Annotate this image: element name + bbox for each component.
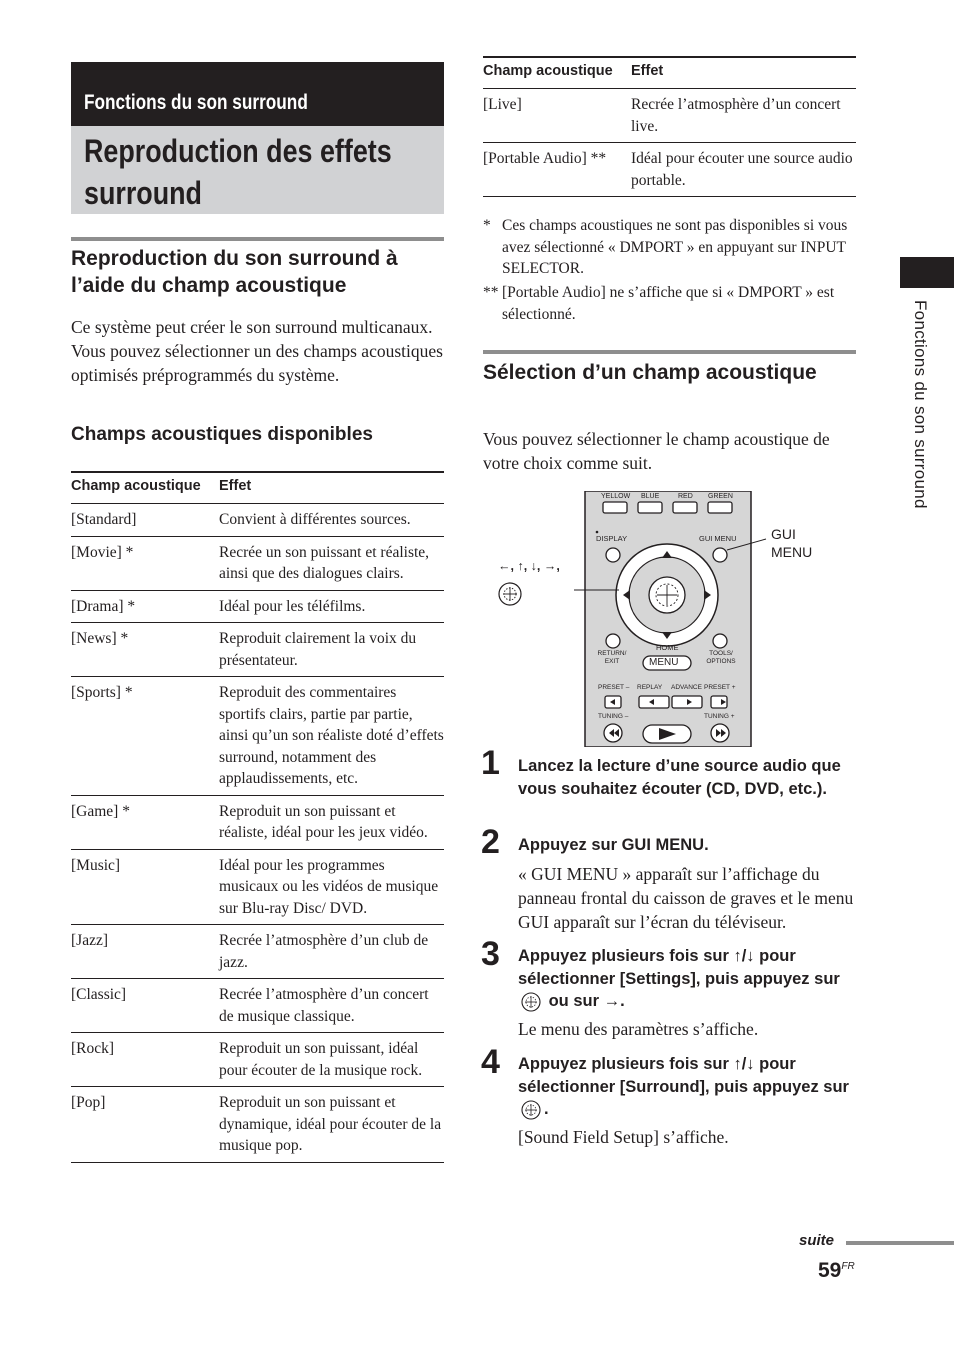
col-header-effect: Effet xyxy=(631,63,664,79)
table-row xyxy=(71,590,444,623)
field-name: [Sports] * xyxy=(71,684,133,701)
table-row xyxy=(483,89,856,143)
step-text-1: Lancez la lecture d’une source audio que vous souhaitez écouter (CD, DVD, etc.). xyxy=(518,757,841,798)
step-text-4-a: Appuyez plusieurs fois sur ↑/↓ pour sélectionner [Surround], puis appuyez sur xyxy=(518,1055,849,1096)
blue-label: BLUE xyxy=(641,493,660,500)
field-effect: Recrée l’atmosphère d’un club de jazz. xyxy=(219,932,429,971)
gui-menu-callout: GUI MENU xyxy=(771,526,813,560)
field-name: [Classic] xyxy=(71,986,127,1003)
home-label: HOME xyxy=(656,643,679,652)
return-button xyxy=(606,634,620,648)
table-row xyxy=(71,677,444,796)
preset-minus-label: PRESET – xyxy=(598,684,630,691)
table-row xyxy=(71,623,444,677)
footnote-mark: ** xyxy=(483,284,499,301)
side-tab-label: Fonctions du son surround xyxy=(911,300,930,509)
table-row xyxy=(71,1033,444,1087)
tools-label: TOOLS/ OPTIONS xyxy=(706,650,736,665)
field-effect: Recrée l’atmosphère d’un concert de musique classique. xyxy=(219,986,429,1025)
green-label: GREEN xyxy=(708,493,733,500)
footnote-mark: * xyxy=(483,217,491,234)
arrows-callout: ←, ↑, ↓, →, xyxy=(498,559,560,573)
heading-rule xyxy=(71,237,444,241)
footnote-text: [Portable Audio] ne s’affiche que si « DMPORT » est sélectionné. xyxy=(502,284,835,323)
field-name: [Portable Audio] ** xyxy=(483,150,607,167)
yellow-label: YELLOW xyxy=(601,493,631,500)
tuning-plus-label: TUNING + xyxy=(704,713,735,720)
field-effect: Idéal pour écouter une source audio portable. xyxy=(631,150,853,189)
section-title: Fonctions du son surround xyxy=(84,91,308,114)
field-effect: Idéal pour les programmes musicaux ou les vidéos de musique sur Blu-ray Disc/ DVD. xyxy=(219,856,439,917)
display-label: DISPLAY xyxy=(596,534,628,543)
field-effect: Convient à différentes sources. xyxy=(219,511,411,528)
gui-menu-label: GUI MENU xyxy=(699,534,737,543)
tools-button xyxy=(713,634,727,648)
right-intro: Vous pouvez sélectionner le champ acoustique de votre choix comme suit. xyxy=(483,429,830,473)
step-text-3-a: Appuyez plusieurs fois sur ↑/↓ pour sélectionner [Settings], puis appuyez sur xyxy=(518,947,840,988)
field-name: [Live] xyxy=(483,96,522,113)
field-effect: Reproduit des commentaires sportifs clairs, partie par partie, ainsi qu’un son réaliste doté d’effets surround, notamment des applaudissements, etc. xyxy=(219,684,444,787)
field-name: [Jazz] xyxy=(71,932,108,949)
step-text-2: Appuyez sur GUI MENU. xyxy=(518,836,709,854)
table-row xyxy=(71,1087,444,1163)
tuning-minus-label: TUNING – xyxy=(598,713,629,720)
field-effect: Reproduit un son puissant, idéal pour écouter de la musique rock. xyxy=(219,1040,423,1079)
table-header-row xyxy=(483,57,856,89)
red-label: RED xyxy=(678,493,693,500)
table-row xyxy=(71,536,444,590)
replay-label: REPLAY xyxy=(637,684,663,691)
footnote-text: Ces champs acoustiques ne sont pas disponibles si vous avez sélectionné « DMPORT » en appuyant sur INPUT SELECTOR. xyxy=(502,217,848,277)
table-row xyxy=(71,795,444,849)
side-tab-marker xyxy=(900,257,954,288)
field-name: [Music] xyxy=(71,856,121,874)
gui-menu-button xyxy=(713,548,727,562)
field-name: [Drama] * xyxy=(71,597,136,615)
table-row xyxy=(71,504,444,537)
col-header-field: Champ acoustique xyxy=(71,478,201,494)
fields-table-continued xyxy=(483,56,856,197)
left-subheading: Champs acoustiques disponibles xyxy=(71,424,373,445)
advance-label: ADVANCE xyxy=(671,684,702,691)
field-effect: Recrée l’atmosphère d’un concert live. xyxy=(631,96,841,135)
page-lang: FR xyxy=(841,1261,855,1272)
footnote-2 xyxy=(483,282,856,325)
left-heading: Reproduction du son surround à l’aide du champ acoustique xyxy=(71,247,398,297)
field-effect: Reproduit un son puissant et réaliste, idéal pour les jeux vidéo. xyxy=(219,802,428,841)
step-sub-4: [Sound Field Setup] s’affiche. xyxy=(518,1127,729,1147)
green-button xyxy=(708,502,732,513)
page-title: Reproduction des effets surround xyxy=(84,133,392,211)
field-name: [Rock] xyxy=(71,1040,115,1057)
step-sub-2: « GUI MENU » apparaît sur l’affichage du panneau frontal du caisson de graves et le menu GUI apparaît sur l’écran du téléviseur. xyxy=(518,864,854,932)
field-effect: Idéal pour les téléfilms. xyxy=(219,597,366,615)
step-number-1: 1 xyxy=(481,744,500,782)
col-header-effect: Effet xyxy=(219,478,252,494)
field-effect: Reproduit clairement la voix du présentateur. xyxy=(219,630,417,669)
step-sub-3: Le menu des paramètres s’affiche. xyxy=(518,1019,759,1039)
enter-icon xyxy=(518,992,544,1012)
step-text-4 xyxy=(518,1053,863,1121)
display-button xyxy=(606,548,620,562)
remote-illustration xyxy=(483,491,856,747)
page-number-value: 59 xyxy=(818,1259,842,1282)
continued-bar xyxy=(846,1241,954,1245)
field-name: [Standard] xyxy=(71,511,137,528)
field-name: [News] * xyxy=(71,630,129,647)
table-row xyxy=(483,143,856,197)
left-intro: Ce système peut créer le son surround multicanaux. Vous pouvez sélectionner un des champs acoustiques optimisés préprogrammés du système. xyxy=(71,317,443,385)
table-header-row xyxy=(71,472,444,504)
continued-label: suite xyxy=(799,1232,835,1249)
footnote-1 xyxy=(483,215,856,280)
step-text-4-b: . xyxy=(544,1100,549,1118)
preset-plus-label: PRESET + xyxy=(704,684,736,691)
title-band xyxy=(71,126,444,214)
field-name: [Movie] * xyxy=(71,543,134,561)
field-effect: Reproduit un son puissant et dynamique, idéal pour écouter de la musique pop. xyxy=(219,1094,442,1154)
yellow-button xyxy=(603,502,627,513)
table-row xyxy=(71,849,444,925)
fields-table xyxy=(71,471,444,1163)
field-effect: Recrée un son puissant et réaliste, ainsi que des dialogues clairs. xyxy=(219,543,430,582)
heading-rule xyxy=(483,350,856,354)
right-heading: Sélection d’un champ acoustique xyxy=(483,361,817,384)
table-row xyxy=(71,925,444,979)
table-row xyxy=(71,979,444,1033)
section-band xyxy=(71,62,444,126)
field-name: [Game] * xyxy=(71,802,130,820)
step-number-4: 4 xyxy=(481,1043,500,1081)
col-header-field: Champ acoustique xyxy=(483,63,613,79)
blue-button xyxy=(638,502,662,513)
step-number-3: 3 xyxy=(481,935,500,973)
step-text-3 xyxy=(518,945,863,1013)
step-text-3-b: ou sur →. xyxy=(548,992,625,1010)
red-button xyxy=(673,502,697,513)
step-number-2: 2 xyxy=(481,823,500,861)
return-label: RETURN/ EXIT xyxy=(597,650,627,665)
page-number xyxy=(818,1259,855,1283)
menu-label: MENU xyxy=(649,657,679,668)
enter-icon xyxy=(518,1100,544,1120)
field-name: [Pop] xyxy=(71,1094,106,1111)
